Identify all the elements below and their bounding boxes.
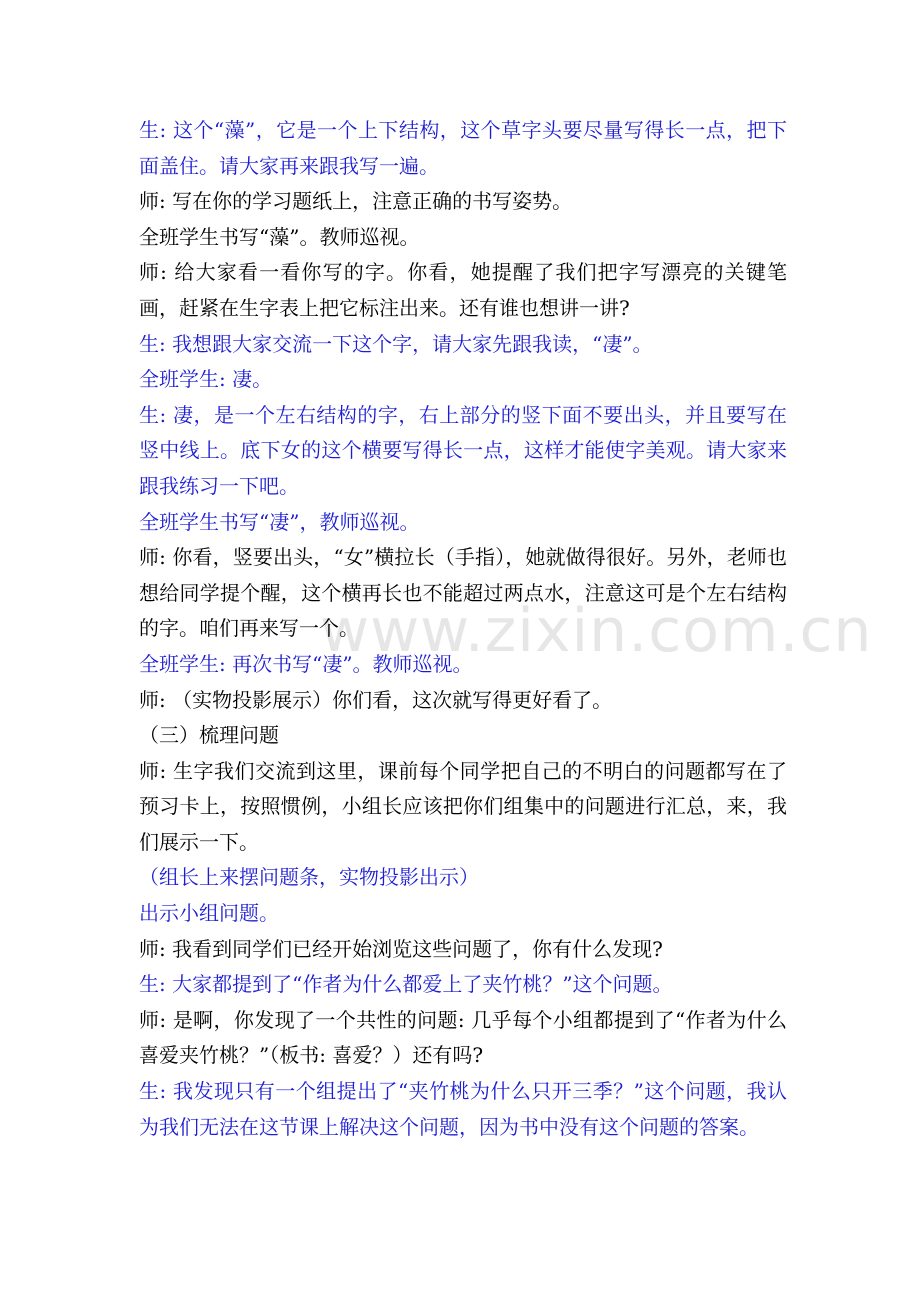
paragraph-teacher-qi-feedback: 师: 你看，竖要出头，“女”横拉长（手指），她就做得很好。另外，老师也想给同学提个醒，这个横再长也不能超过两点水，注意这可是个左右结构的字。咱们再来写一个。 — [139, 545, 787, 641]
paragraph-student-common-question: 生: 大家都提到了“作者为什么都爱上了夹竹桃？”这个问题。 — [139, 972, 673, 997]
paragraph-group-leaders-present: （组长上来摆问题条，实物投影出示） — [139, 865, 479, 890]
paragraph-teacher-key-strokes: 师: 给大家看一看你写的字。你看，她提醒了我们把字写漂亮的关键笔画，赶紧在生字表上把它标注出来。还有谁也想讲一讲? — [139, 260, 787, 320]
paragraph-class-read-qi: 全班学生: 凄。 — [139, 367, 273, 392]
paragraph-student-qi-intro: 生: 我想跟大家交流一下这个字，请大家先跟我读，“凄”。 — [139, 331, 653, 356]
paragraph-teacher-common-question: 师: 是啊，你发现了一个共性的问题: 几乎每个小组都提到了“作者为什么喜爱夹竹桃？”（板书: 喜爱？）还有吗? — [139, 1007, 787, 1068]
paragraph-teacher-summarize-questions: 师: 生字我们交流到这里，课前每个同学把自己的不明白的问题都写在了预习卡上，按照惯例，小组长应该把你们组集中的问题进行汇总，来，我们展示一下。 — [139, 758, 787, 854]
paragraph-class-rewrite-qi: 全班学生: 再次书写“凄”。教师巡视。 — [139, 651, 473, 676]
paragraph-student-three-seasons: 生: 我发现只有一个组提出了“夹竹桃为什么只开三季？”这个问题，我认为我们无法在这节课上解决这个问题，因为书中没有这个问题的答案。 — [139, 1079, 787, 1139]
paragraph-show-group-questions: 出示小组问题。 — [139, 901, 279, 926]
paragraph-class-write-qi: 全班学生书写“凄”，教师巡视。 — [139, 509, 420, 534]
section-heading-sort-questions: （三）梳理问题 — [139, 723, 279, 748]
paragraph-teacher-projection: 师: （实物投影展示）你们看，这次就写得更好看了。 — [139, 687, 613, 712]
document-body — [139, 113, 787, 1145]
paragraph-student-zao-structure: 生: 这个“藻”，它是一个上下结构，这个草字头要尽量写得长一点，把下面盖住。请大家再来跟我写一遍。 — [139, 118, 787, 178]
watermark: www.zixin.com.cn — [320, 596, 873, 666]
paragraph-class-write-zao: 全班学生书写“藻”。教师巡视。 — [139, 224, 420, 249]
paragraph-teacher-write-posture: 师: 写在你的学习题纸上，注意正确的书写姿势。 — [139, 189, 573, 214]
paragraph-student-qi-structure: 生: 凄，是一个左右结构的字，右上部分的竖下面不要出头，并且要写在竖中线上。底下女的这个横要写得长一点，这样才能使字美观。请大家来跟我练习一下吧。 — [139, 402, 787, 498]
paragraph-teacher-what-found: 师: 我看到同学们已经开始浏览这些问题了，你有什么发现? — [139, 936, 663, 961]
